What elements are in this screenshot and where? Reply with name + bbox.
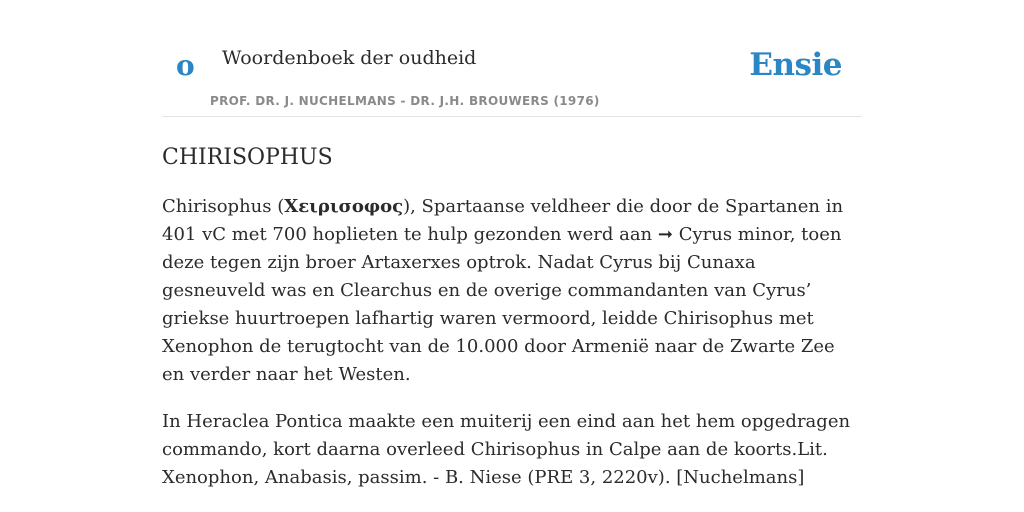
entry-body xyxy=(162,193,862,492)
cyrus-minor-link[interactable]: Cyrus minor xyxy=(678,224,790,246)
book-logo-letter[interactable]: o xyxy=(176,49,195,82)
entry-title: CHIRISOPHUS xyxy=(162,145,333,170)
book-title-link[interactable]: Woordenboek der oudheid xyxy=(222,47,477,69)
book-header xyxy=(162,0,862,117)
page xyxy=(162,0,862,492)
entry-paragraph-2: In Heraclea Pontica maakte een muiterij een eind aan het hem opgedragen commando, kort daarna overleed Chirisophus in Calpe aan de koorts.Lit. Xenophon, Anabasis, passim. - B. Niese (PRE 3, 2220v). [Nuchelmans] xyxy=(162,411,851,489)
ensie-logo-link[interactable]: Ensie xyxy=(749,47,842,83)
p1-text-end: , toen deze tegen zijn broer Artaxerxes optrok. Nadat Cyrus bij Cunaxa gesneuveld was en Clearchus en de overige commandanten van Cyrus’ griekse huurtroepen lafhartig waren vermoord, leidde Chirisophus met Xenophon de terugtocht van de 10.000 door Armenië naar de Zwarte Zee en verder naar het Westen. xyxy=(162,224,842,386)
entry-paragraph-1 xyxy=(162,193,862,389)
p1-text-middle: ), Spartaanse veldheer die door de Spartanen in 401 vC met 700 hoplieten te hulp gezonden werd aan xyxy=(162,196,844,246)
book-authors: PROF. DR. J. NUCHELMANS - DR. J.H. BROUWERS (1976) xyxy=(210,94,600,108)
p1-text-start: Chirisophus ( xyxy=(162,196,285,218)
arrow-icon: ➞ xyxy=(657,224,673,246)
greek-name: Χειρισοφος xyxy=(284,196,404,218)
